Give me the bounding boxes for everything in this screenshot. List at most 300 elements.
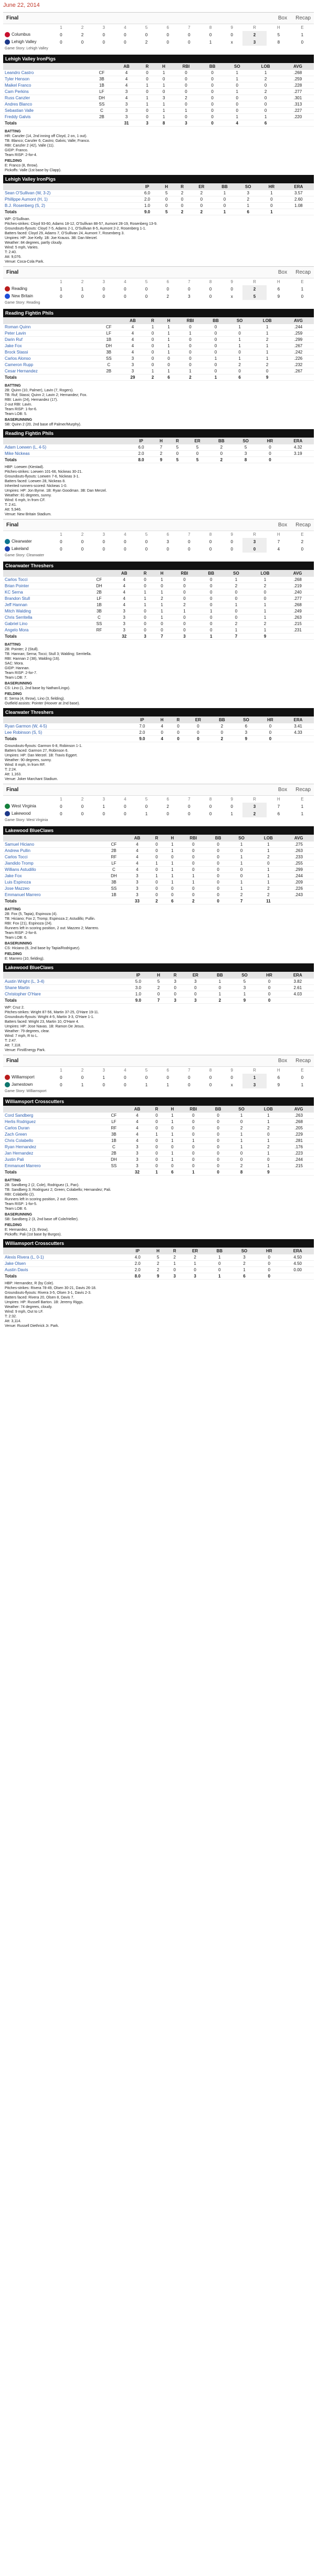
stat-cell: 1 xyxy=(224,602,249,608)
linescore-cell: 2 xyxy=(301,539,304,544)
stat-col-header: AB xyxy=(114,63,139,70)
linescore-cell: 5 xyxy=(242,293,267,300)
player-name[interactable]: Carlos Tocci xyxy=(3,854,102,860)
stat-cell: 0 xyxy=(145,362,161,368)
linescore-cell: 0 xyxy=(81,804,84,809)
inning-header: 2 xyxy=(81,279,84,284)
player-name[interactable]: Cesar Hernandez xyxy=(3,368,97,375)
stat-cell: 3 xyxy=(125,879,149,886)
totals-cell xyxy=(282,736,314,742)
player-name[interactable]: Cameron Rupp xyxy=(3,362,97,368)
player-name[interactable]: B.J. Rosenberg (S, 2) xyxy=(3,203,128,209)
player-name[interactable]: Mitch Walding xyxy=(3,608,87,615)
stat-cell: 1 xyxy=(251,349,282,356)
player-name[interactable]: Tyler Henson xyxy=(3,76,89,82)
player-name[interactable]: Peter Lavin xyxy=(3,330,97,337)
player-row xyxy=(3,444,314,451)
stat-cell: 0 xyxy=(136,608,153,615)
stat-col-header: SO xyxy=(230,835,253,842)
player-name[interactable]: Austin Davis xyxy=(3,1267,117,1273)
game-header xyxy=(3,267,314,278)
linescore-cell: 0 xyxy=(209,539,212,544)
inning-header: 1 xyxy=(60,25,62,30)
stat-cell: 0 xyxy=(164,886,180,892)
linescore-cell: 0 xyxy=(60,1075,62,1080)
stat-col-header: AB xyxy=(125,1106,149,1113)
player-name[interactable]: Russ Canzler xyxy=(3,95,89,101)
player-name[interactable]: Brandon Stull xyxy=(3,596,87,602)
player-name[interactable]: Jeff Hannan xyxy=(3,602,87,608)
stat-cell: 1 xyxy=(253,1163,283,1169)
stat-col-header: SO xyxy=(230,1106,253,1113)
inning-header: R xyxy=(253,797,256,802)
boxscore-header-row xyxy=(3,317,314,324)
totals-cell: Totals xyxy=(3,457,121,463)
player-row xyxy=(3,368,314,375)
stat-cell: 1 xyxy=(177,368,204,375)
player-name[interactable]: Adam Loewen (L, 4-5) xyxy=(3,444,121,451)
player-row xyxy=(3,349,314,356)
notes-line: TB: Hiciano; Fox 2; Tromp; Espinoza 2; Astudillo; Pullin. xyxy=(5,917,96,921)
notes-line: CS: Lino (1, 2nd base by Nathan/Lingo). xyxy=(5,687,70,690)
box-link[interactable]: Box xyxy=(278,269,288,275)
totals-cell: 2 xyxy=(207,998,232,1004)
linescore-cell: 7 xyxy=(277,539,280,544)
stat-cell: 4 xyxy=(114,70,139,76)
stat-cell: 0 xyxy=(258,451,282,457)
stat-cell: 0 xyxy=(186,730,210,736)
stat-cell: 4 xyxy=(121,349,145,356)
totals-row xyxy=(3,633,314,640)
stat-cell: 1 xyxy=(155,82,172,89)
stat-col-header: LOB xyxy=(249,63,281,70)
stat-cell: 1 xyxy=(155,70,172,76)
box-link[interactable]: Box xyxy=(278,15,288,21)
notes-line: CS: Hiciano (6, 2nd base by Tapia/Rodriguez). xyxy=(5,947,80,950)
team-name[interactable]: Jamestown xyxy=(12,1082,33,1087)
notes-line: Team RISP: 2-for-4. xyxy=(5,153,37,157)
boxscore-notes xyxy=(3,1280,314,1328)
stat-cell: 2.60 xyxy=(283,196,314,203)
notes-line: Team LOB: 6. xyxy=(5,1207,27,1211)
inning-header: R xyxy=(253,532,256,537)
linescore-cell: 0 xyxy=(145,1075,148,1080)
stat-col-header: AB xyxy=(125,835,149,842)
stat-cell: .232 xyxy=(283,362,314,368)
recap-link[interactable]: Recap xyxy=(295,522,311,528)
team-name-cell xyxy=(3,293,50,300)
stat-cell: 1 xyxy=(154,577,171,583)
notes-line: Team RISP: 1-for-5. xyxy=(5,1202,37,1206)
stat-cell: 0 xyxy=(257,1261,281,1267)
totals-cell: 3 xyxy=(139,120,156,127)
player-name[interactable]: Jiandido Tromp xyxy=(3,860,102,867)
stat-cell: 0 xyxy=(204,330,228,337)
totals-cell: 6 xyxy=(228,375,252,381)
stat-cell xyxy=(121,451,130,457)
team-logo-icon xyxy=(5,539,10,544)
stat-cell: 3.82 xyxy=(282,979,314,985)
player-name[interactable]: Jake Olsen xyxy=(3,1261,117,1267)
notes-line: Wind: 7 mph, R to L. xyxy=(5,1034,38,1038)
stat-cell: .267 xyxy=(283,343,314,349)
stat-cell: 0 xyxy=(139,70,156,76)
boxscore-header-row xyxy=(3,183,314,190)
totals-cell: 3 xyxy=(183,1273,207,1280)
player-name[interactable]: Andres Blanco xyxy=(3,101,89,108)
player-name[interactable]: Cord Sandberg xyxy=(3,1113,102,1119)
stat-cell xyxy=(118,991,126,998)
linescore-cell: 0 xyxy=(188,1082,191,1087)
player-name[interactable]: Zach Green xyxy=(3,1131,102,1138)
inning-header: H xyxy=(277,532,280,537)
recap-link[interactable]: Recap xyxy=(295,787,311,793)
team-name[interactable]: Lehigh Valley xyxy=(12,39,37,45)
notes-line: 2B: Pointer; 2 (Stull). xyxy=(5,648,39,651)
boxscore-header-row xyxy=(3,63,314,70)
player-name[interactable]: Mike Nickeas xyxy=(3,451,121,457)
player-name[interactable]: Roman Quinn xyxy=(3,324,97,330)
player-row xyxy=(3,842,314,848)
stat-cell: 0 xyxy=(249,589,281,596)
notes-line: RBI: Fox (21), Espinoza (24). xyxy=(5,922,52,926)
notes-line: Venue: FirstEnergy Park. xyxy=(5,1048,46,1052)
totals-cell: 0 xyxy=(170,736,186,742)
stat-cell: .281 xyxy=(283,1138,314,1144)
stat-cell xyxy=(117,1267,125,1273)
stat-cell: 0 xyxy=(145,330,161,337)
stat-cell: 4.50 xyxy=(281,1254,314,1261)
team-name[interactable]: New Britain xyxy=(12,294,33,299)
linescore-cell: 0 xyxy=(60,294,62,299)
stat-cell: 0 xyxy=(177,349,204,356)
linescore-cell: 0 xyxy=(60,539,62,544)
stat-cell: 0 xyxy=(158,196,174,203)
linescore-cell: 1 xyxy=(242,1074,267,1081)
player-name[interactable]: Maikel Franco xyxy=(3,82,89,89)
stat-cell: 2 xyxy=(150,1261,166,1267)
player-name[interactable]: Carlos Alonso xyxy=(3,356,97,362)
stat-cell xyxy=(117,1261,125,1267)
player-row xyxy=(3,362,314,368)
player-row xyxy=(3,848,314,854)
stat-cell: .268 xyxy=(281,602,314,608)
linescore-cell: 1 xyxy=(301,804,304,809)
stat-cell: 0 xyxy=(164,1163,180,1169)
stat-cell: 0 xyxy=(230,1119,253,1125)
stat-cell: .219 xyxy=(281,583,314,589)
totals-cell: Totals xyxy=(3,898,102,905)
stat-cell: 0 xyxy=(180,1131,206,1138)
player-name[interactable]: Ryan Hernandez xyxy=(3,1144,102,1150)
linescore-cell: 1 xyxy=(145,811,148,816)
stat-cell: 0 xyxy=(225,82,249,89)
stat-col-header: LOB xyxy=(251,317,282,324)
game-story-link[interactable]: Game Story: Reading xyxy=(5,301,40,305)
stat-cell: 1 xyxy=(253,867,283,873)
stat-cell: C xyxy=(89,108,114,114)
player-name[interactable]: Carlos Duran xyxy=(3,1125,102,1131)
stat-cell: 3.19 xyxy=(282,451,314,457)
linescore-cell: 0 xyxy=(81,811,84,816)
totals-cell: 8.0 xyxy=(125,1273,150,1280)
linescore-cell: 0 xyxy=(166,811,169,816)
notes-heading: BASERUNNING xyxy=(5,1213,33,1217)
stat-cell: 0 xyxy=(258,730,282,736)
inning-header: 6 xyxy=(166,25,169,30)
stat-cell: 0 xyxy=(164,892,180,898)
player-row xyxy=(3,1150,314,1157)
boxscore-header-row xyxy=(3,1106,314,1113)
player-name[interactable]: KC Serna xyxy=(3,589,87,596)
box-link[interactable]: Box xyxy=(278,787,288,793)
stat-cell: 1 xyxy=(232,991,257,998)
stat-cell: 0 xyxy=(206,879,229,886)
stat-col-header: RBI xyxy=(171,570,199,577)
notes-heading: BASERUNNING xyxy=(5,942,33,946)
stat-cell: 0 xyxy=(230,873,253,879)
player-name[interactable]: Emmanuel Marrero xyxy=(3,1163,102,1169)
linescore-cell: 0 xyxy=(60,811,62,816)
player-name[interactable]: Jake Fox xyxy=(3,873,102,879)
stat-cell: C xyxy=(87,615,112,621)
player-name[interactable]: Cam Perkins xyxy=(3,89,89,95)
player-name[interactable]: Austin Wright (L, 3-4) xyxy=(3,979,118,985)
player-name[interactable]: Samuel Hiciano xyxy=(3,842,102,848)
player-name[interactable]: Alexis Rivera (L, 0-1) xyxy=(3,1254,117,1261)
totals-cell: 9 xyxy=(234,736,258,742)
stat-cell: 0 xyxy=(136,621,153,627)
game-links xyxy=(278,269,311,275)
stat-cell: C xyxy=(97,362,121,368)
notes-line: T: 2:32. xyxy=(5,1315,17,1318)
player-name[interactable]: Gabriel Lino xyxy=(3,621,87,627)
stat-cell: 1 xyxy=(164,848,180,854)
stat-cell: 6 xyxy=(234,723,258,730)
totals-cell xyxy=(117,1273,125,1280)
totals-cell: 9.0 xyxy=(126,998,150,1004)
stat-cell: 1 xyxy=(164,1138,180,1144)
stat-cell: 6.0 xyxy=(129,444,153,451)
notes-line: HBP: Loewen (Kiestad). xyxy=(5,465,44,469)
stat-cell: SS xyxy=(89,101,114,108)
linescore-cell: 0 xyxy=(188,1075,191,1080)
game-section xyxy=(3,519,314,782)
player-name[interactable]: Darin Ruf xyxy=(3,337,97,343)
stat-col-header: H xyxy=(161,317,177,324)
stat-cell: .277 xyxy=(281,596,314,602)
stat-cell: 0 xyxy=(198,627,224,633)
notes-line: E: Serna (4, throw), Lino (3, fielding). xyxy=(5,697,65,701)
stat-cell: .244 xyxy=(283,873,314,879)
totals-cell: 7 xyxy=(154,633,171,640)
stat-cell: 4 xyxy=(112,583,137,589)
player-row xyxy=(3,190,314,196)
player-name[interactable]: Emmanuel Marrero xyxy=(3,892,102,898)
linescore-cell: 2 xyxy=(166,804,169,809)
stat-cell: 0 xyxy=(149,1119,165,1125)
linescore-cell: 0 xyxy=(230,804,233,809)
linescore-row xyxy=(3,803,314,810)
stat-cell: 3 xyxy=(234,451,258,457)
team-name[interactable]: Columbus xyxy=(12,32,31,37)
stat-cell: 0 xyxy=(171,583,199,589)
stat-cell: .233 xyxy=(283,854,314,860)
stat-cell: 0 xyxy=(158,203,174,209)
player-name[interactable]: Freddy Galvis xyxy=(3,114,89,120)
player-row xyxy=(3,324,314,330)
player-col-header xyxy=(3,317,97,324)
notes-line: Team RISP: 1-for-6. xyxy=(5,408,37,411)
stat-cell: 4 xyxy=(121,343,145,349)
boxscore-table xyxy=(3,317,314,381)
player-name[interactable]: Shane Martin xyxy=(3,985,118,991)
linescore-cell: 0 xyxy=(81,294,84,299)
player-name[interactable]: Sean O'Sullivan (W, 3-2) xyxy=(3,190,128,196)
boxscore-header-row xyxy=(3,716,314,723)
stat-cell: 1B xyxy=(97,337,121,343)
player-name[interactable]: Lee Robinson (S, 5) xyxy=(3,730,122,736)
linescore-cell: 0 xyxy=(209,32,212,37)
stat-cell: LF xyxy=(89,89,114,95)
stat-cell: 2 xyxy=(251,362,282,368)
stat-cell: 0 xyxy=(166,1267,183,1273)
notes-line: RBI: Canzler 2 (42), Valle (11). xyxy=(5,144,55,148)
inning-header: 5 xyxy=(145,532,148,537)
player-name[interactable]: Herlis Rodriguez xyxy=(3,1119,102,1125)
player-name[interactable]: Christopher O'Hare xyxy=(3,991,118,998)
boxscore-table xyxy=(3,63,314,127)
stat-col-header: IP xyxy=(129,438,153,444)
player-name[interactable]: Brock Stassi xyxy=(3,349,97,356)
player-name[interactable]: Willians Astudillo xyxy=(3,867,102,873)
team-name[interactable]: Lakeland xyxy=(12,546,29,552)
player-name[interactable]: Luis Espinoza xyxy=(3,879,102,886)
stat-col-header: IP xyxy=(130,716,154,723)
stat-cell: 1 xyxy=(154,589,171,596)
linescore-cell: 0 xyxy=(60,1082,62,1087)
stat-cell: 1 xyxy=(228,324,252,330)
linescore-table xyxy=(3,278,314,300)
stat-cell: 0 xyxy=(149,1163,165,1169)
stat-cell: 4 xyxy=(112,589,137,596)
team-name[interactable]: Reading xyxy=(12,286,27,292)
totals-cell: 3 xyxy=(171,633,199,640)
player-name[interactable]: Ryan Garmon (W, 4-5) xyxy=(3,723,122,730)
notes-line: Team LOB: 6. xyxy=(5,936,27,940)
linescore-team-col xyxy=(3,278,50,285)
stat-cell: 0 xyxy=(206,1157,229,1163)
box-link[interactable]: Box xyxy=(278,522,288,528)
player-row xyxy=(3,108,314,114)
linescore-cell: 0 xyxy=(124,286,126,292)
player-name[interactable]: Leandro Castro xyxy=(3,70,89,76)
player-name[interactable]: Jose Mazzeo xyxy=(3,886,102,892)
stat-cell: 0 xyxy=(145,349,161,356)
player-name[interactable]: Brian Pointer xyxy=(3,583,87,589)
linescore-cell: 1 xyxy=(145,1082,148,1087)
stat-cell: 1 xyxy=(177,330,204,337)
inning-header: 5 xyxy=(145,1068,148,1073)
player-name[interactable]: Chris Colabello xyxy=(3,1138,102,1144)
player-name[interactable]: Phillippe Aumont (H, 1) xyxy=(3,196,128,203)
player-name[interactable]: Carlos Tocci xyxy=(3,577,87,583)
stat-cell: 0 xyxy=(206,1125,229,1131)
stat-cell: 2 xyxy=(153,451,169,457)
game-section xyxy=(3,784,314,1053)
notes-line: Pickoffs: Pali (1st base by Burgos). xyxy=(5,1233,62,1237)
player-name[interactable]: Jake Fox xyxy=(3,343,97,349)
team-name[interactable]: Lakewood xyxy=(12,811,31,816)
stat-cell: 0 xyxy=(177,343,204,349)
stat-cell: 3 xyxy=(114,114,139,120)
inning-header: E xyxy=(301,797,304,802)
team-name[interactable]: Clearwater xyxy=(12,539,32,544)
linescore-cell: 0 xyxy=(124,1075,126,1080)
game-story-link[interactable]: Game Story: Clearwater xyxy=(5,554,45,557)
linescore-cell: 4 xyxy=(277,546,280,552)
player-name[interactable]: Andrew Pullin xyxy=(3,848,102,854)
linescore-header-row xyxy=(3,24,314,31)
team-name[interactable]: West Virginia xyxy=(12,804,36,809)
stat-cell: 7.0 xyxy=(130,723,154,730)
stat-cell: 0 xyxy=(180,860,206,867)
totals-row xyxy=(3,898,314,905)
linescore-cell: 2 xyxy=(242,31,267,38)
stat-cell: 2 xyxy=(230,892,253,898)
stat-cell: 0 xyxy=(171,621,199,627)
game-story-link[interactable]: Game Story: Williamsport xyxy=(5,1089,47,1093)
stat-col-header: HR xyxy=(260,183,283,190)
stat-cell: 0 xyxy=(200,70,225,76)
game-section xyxy=(3,1055,314,1328)
stat-cell: 0 xyxy=(180,1113,206,1119)
inning-header: 9 xyxy=(230,532,233,537)
stat-col-header: RBI xyxy=(177,317,204,324)
notes-heading: FIELDING xyxy=(5,952,22,956)
player-name[interactable]: Jan Hernandez xyxy=(3,1150,102,1157)
totals-cell: 9 xyxy=(232,998,257,1004)
recap-link[interactable]: Recap xyxy=(295,269,311,275)
stat-cell: 0 xyxy=(257,991,282,998)
stat-cell: 0 xyxy=(180,886,206,892)
game-header xyxy=(3,520,314,531)
stat-col-header: AVG xyxy=(283,317,314,324)
totals-cell: 33 xyxy=(125,898,149,905)
linescore-cell: 8 xyxy=(277,39,280,45)
stat-cell: .231 xyxy=(281,627,314,633)
box-link[interactable]: Box xyxy=(278,1058,288,1064)
player-name[interactable]: Angelo Mora xyxy=(3,627,87,633)
team-name[interactable]: Williamsport xyxy=(12,1075,35,1080)
notes-line: Wind: 9 mph, Out to LF. xyxy=(5,1310,44,1314)
game-story-link[interactable]: Game Story: Lehigh Valley xyxy=(5,47,48,50)
stat-cell: 0.00 xyxy=(281,1267,314,1273)
recap-link[interactable]: Recap xyxy=(295,1058,311,1064)
game-story-link[interactable]: Game Story: West Virginia xyxy=(5,818,48,822)
totals-cell: 6 xyxy=(236,209,260,215)
stat-cell: 0 xyxy=(206,1150,229,1157)
player-col-header xyxy=(3,183,128,190)
player-name[interactable]: Sebastian Valle xyxy=(3,108,89,114)
stat-cell: 0 xyxy=(177,337,204,343)
recap-link[interactable]: Recap xyxy=(295,15,311,21)
stat-cell: 1.08 xyxy=(283,203,314,209)
player-name[interactable]: Chris Serritella xyxy=(3,615,87,621)
player-name[interactable]: Justin Pali xyxy=(3,1157,102,1163)
stat-col-header: RBI xyxy=(180,835,206,842)
stat-cell: 1 xyxy=(249,615,281,621)
